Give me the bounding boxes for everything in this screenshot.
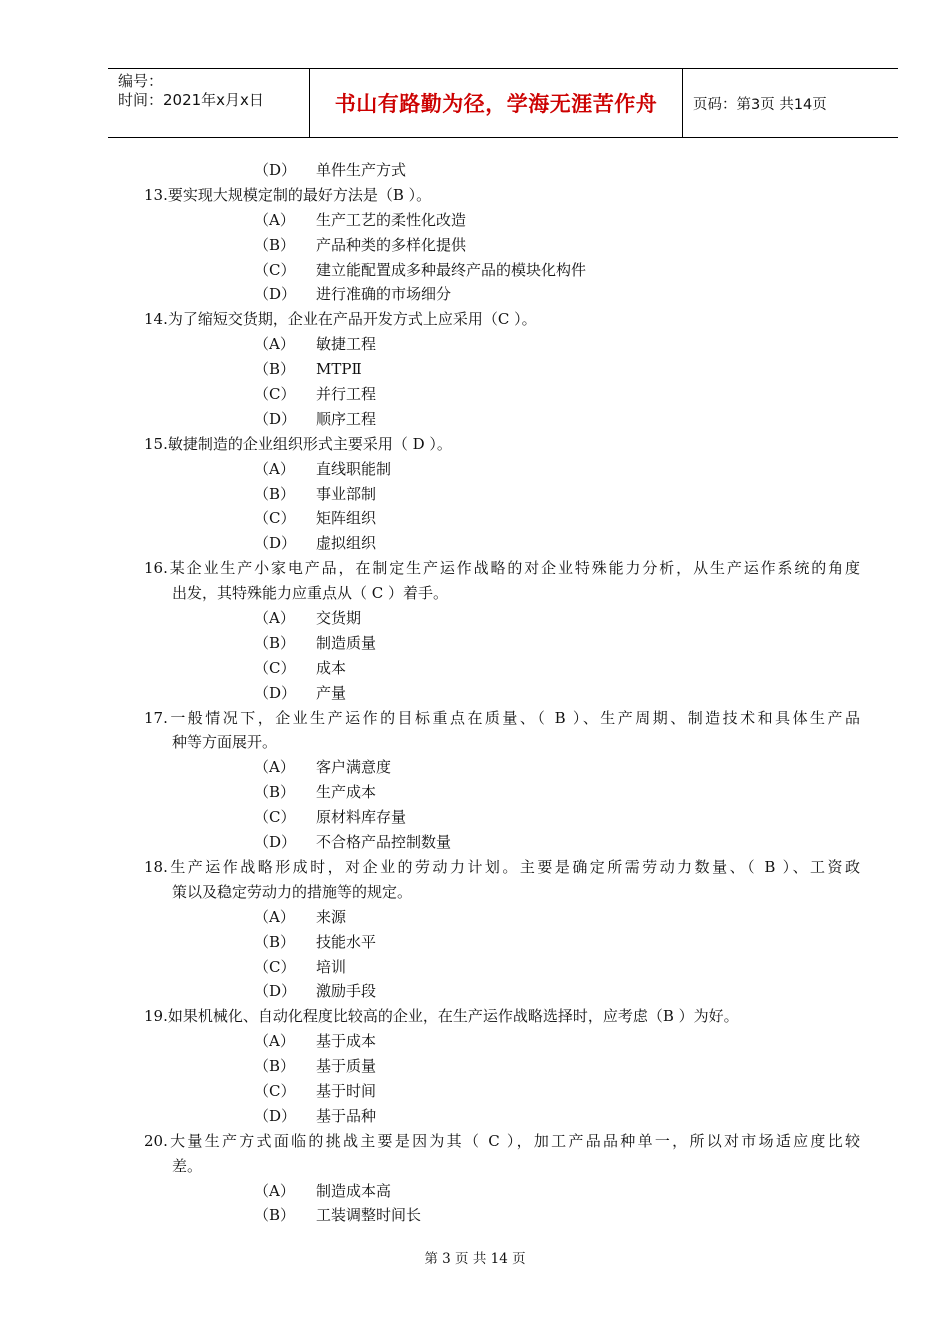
question-text: 种等方面展开。 bbox=[172, 733, 278, 752]
option-letter: （D） bbox=[254, 683, 297, 702]
question-text: 17.一般情况下，企业生产运作的目标重点在质量、（ B ）、生产周期、制造技术和具体生产品 bbox=[144, 708, 860, 727]
question-text: 18.生产运作战略形成时，对企业的劳动力计划。主要是确定所需劳动力数量、（ B ）、工资政 bbox=[144, 857, 860, 876]
option-text: 原材料库存量 bbox=[316, 808, 407, 827]
option-item bbox=[0, 955, 950, 980]
question-stem bbox=[0, 1129, 950, 1154]
option-item bbox=[0, 233, 950, 258]
option-letter: （C） bbox=[254, 808, 296, 827]
option-letter: （D） bbox=[254, 982, 297, 1001]
option-letter: （B） bbox=[254, 932, 296, 951]
option-item bbox=[0, 1104, 950, 1129]
question-continuation bbox=[0, 730, 950, 755]
footer-page-number: 第 3 页 共 14 页 bbox=[424, 1251, 526, 1267]
option-text: 工装调整时间长 bbox=[316, 1206, 422, 1225]
option-item bbox=[0, 332, 950, 357]
option-letter: （C） bbox=[254, 1081, 296, 1100]
option-text: 技能水平 bbox=[316, 932, 377, 951]
question-stem bbox=[0, 183, 950, 208]
option-letter: （C） bbox=[254, 509, 296, 528]
option-item bbox=[0, 258, 950, 283]
option-letter: （D） bbox=[254, 534, 297, 553]
option-item bbox=[0, 1054, 950, 1079]
option-text: 敏捷工程 bbox=[316, 335, 377, 354]
option-text: MTPⅡ bbox=[316, 360, 362, 379]
option-text: 进行准确的市场细分 bbox=[316, 285, 452, 304]
option-item bbox=[0, 482, 950, 507]
option-text: 基于质量 bbox=[316, 1057, 377, 1076]
option-letter: （A） bbox=[254, 1032, 295, 1051]
option-letter: （C） bbox=[254, 260, 296, 279]
option-letter: （C） bbox=[254, 658, 296, 677]
option-text: 来源 bbox=[316, 907, 347, 926]
option-item bbox=[0, 805, 950, 830]
option-text: 直线职能制 bbox=[316, 459, 392, 478]
option-text: 并行工程 bbox=[316, 385, 377, 404]
option-letter: （D） bbox=[254, 833, 297, 852]
question-text: 20.大量生产方式面临的挑战主要是因为其（ C ），加工产品品种单一，所以对市场适应度比较 bbox=[144, 1131, 860, 1150]
option-text: 成本 bbox=[316, 658, 347, 677]
question-stem bbox=[0, 432, 950, 457]
option-item bbox=[0, 208, 950, 233]
option-text: 基于成本 bbox=[316, 1032, 377, 1051]
option-text: 交货期 bbox=[316, 609, 362, 628]
option-letter: （A） bbox=[254, 1181, 295, 1200]
question-text: 策以及稳定劳动力的措施等的规定。 bbox=[172, 882, 413, 901]
option-letter: （C） bbox=[254, 385, 296, 404]
option-text: 产品种类的多样化提供 bbox=[316, 235, 467, 254]
option-text: 制造质量 bbox=[316, 633, 377, 652]
option-item bbox=[0, 457, 950, 482]
option-item bbox=[0, 830, 950, 855]
option-letter: （D） bbox=[254, 1106, 297, 1125]
option-item bbox=[0, 407, 950, 432]
option-letter: （A） bbox=[254, 758, 295, 777]
option-letter: （B） bbox=[254, 484, 296, 503]
option-item bbox=[0, 656, 950, 681]
option-item bbox=[0, 631, 950, 656]
option-letter: （A） bbox=[254, 459, 295, 478]
option-letter: （C） bbox=[254, 957, 296, 976]
page-footer bbox=[0, 1247, 950, 1267]
question-text: 13.要实现大规模定制的最好方法是（B ）。 bbox=[144, 185, 432, 204]
option-text: 矩阵组织 bbox=[316, 509, 377, 528]
option-item bbox=[0, 681, 950, 706]
option-letter: （B） bbox=[254, 1057, 296, 1076]
option-letter: （A） bbox=[254, 907, 295, 926]
option-letter: （B） bbox=[254, 360, 296, 379]
header-motto: 书山有路勤为径，学海无涯苦作舟 bbox=[310, 69, 683, 137]
option-letter: （A） bbox=[254, 609, 295, 628]
option-item bbox=[0, 930, 950, 955]
option-text: 建立能配置成多种最终产品的模块化构件 bbox=[316, 260, 587, 279]
option-text: 制造成本高 bbox=[316, 1181, 392, 1200]
option-item bbox=[0, 158, 950, 183]
option-letter: （A） bbox=[254, 335, 295, 354]
question-text: 出发，其特殊能力应重点从（ C ）着手。 bbox=[172, 584, 449, 603]
option-text: 顺序工程 bbox=[316, 409, 377, 428]
option-item bbox=[0, 755, 950, 780]
question-stem bbox=[0, 307, 950, 332]
page-header bbox=[108, 68, 898, 138]
option-item bbox=[0, 531, 950, 556]
option-text: 不合格产品控制数量 bbox=[316, 833, 452, 852]
option-text: 事业部制 bbox=[316, 484, 377, 503]
question-list bbox=[0, 158, 950, 1228]
option-text: 客户满意度 bbox=[316, 758, 392, 777]
option-item bbox=[0, 1079, 950, 1104]
option-item bbox=[0, 780, 950, 805]
option-item bbox=[0, 1179, 950, 1204]
question-continuation bbox=[0, 581, 950, 606]
header-page-info: 页码：第3页 共14页 bbox=[693, 96, 827, 113]
option-item bbox=[0, 1029, 950, 1054]
option-text: 单件生产方式 bbox=[316, 161, 407, 179]
option-item bbox=[0, 1203, 950, 1228]
option-letter: （D） bbox=[254, 285, 297, 304]
time-label: 时间：2021年x月x日 bbox=[118, 91, 264, 109]
header-left-cell bbox=[108, 69, 310, 137]
option-letter: （A） bbox=[254, 210, 295, 229]
option-text: 基于品种 bbox=[316, 1106, 377, 1125]
question-continuation bbox=[0, 880, 950, 905]
option-text: 产量 bbox=[316, 683, 347, 702]
option-letter: （B） bbox=[254, 633, 296, 652]
option-item bbox=[0, 506, 950, 531]
option-item bbox=[0, 282, 950, 307]
option-text: 虚拟组织 bbox=[316, 534, 377, 553]
question-text: 14.为了缩短交货期，企业在产品开发方式上应采用（C ）。 bbox=[144, 310, 537, 329]
option-item bbox=[0, 979, 950, 1004]
option-item bbox=[0, 382, 950, 407]
option-text: 基于时间 bbox=[316, 1081, 377, 1100]
option-text: 培训 bbox=[316, 957, 347, 976]
question-continuation bbox=[0, 1154, 950, 1179]
question-stem bbox=[0, 1004, 950, 1029]
option-item bbox=[0, 606, 950, 631]
option-text: 生产工艺的柔性化改造 bbox=[316, 210, 467, 229]
option-text: 生产成本 bbox=[316, 783, 377, 802]
question-stem bbox=[0, 556, 950, 581]
question-text: 15.敏捷制造的企业组织形式主要采用（ D ）。 bbox=[144, 434, 452, 453]
option-item bbox=[0, 357, 950, 382]
question-text: 差。 bbox=[172, 1156, 203, 1175]
question-text: 16.某企业生产小家电产品，在制定生产运作战略的对企业特殊能力分析，从生产运作系统的角度 bbox=[144, 559, 860, 578]
question-stem bbox=[0, 706, 950, 731]
serial-label: 编号： bbox=[118, 72, 164, 90]
option-letter: （B） bbox=[254, 235, 296, 254]
question-stem bbox=[0, 855, 950, 880]
option-letter: （D） bbox=[254, 409, 297, 428]
option-item bbox=[0, 905, 950, 930]
question-text: 19.如果机械化、自动化程度比较高的企业，在生产运作战略选择时，应考虑（B ）为好。 bbox=[144, 1007, 739, 1026]
option-letter: （D） bbox=[254, 161, 297, 179]
option-text: 激励手段 bbox=[316, 982, 377, 1001]
option-letter: （B） bbox=[254, 783, 296, 802]
option-letter: （B） bbox=[254, 1206, 296, 1225]
